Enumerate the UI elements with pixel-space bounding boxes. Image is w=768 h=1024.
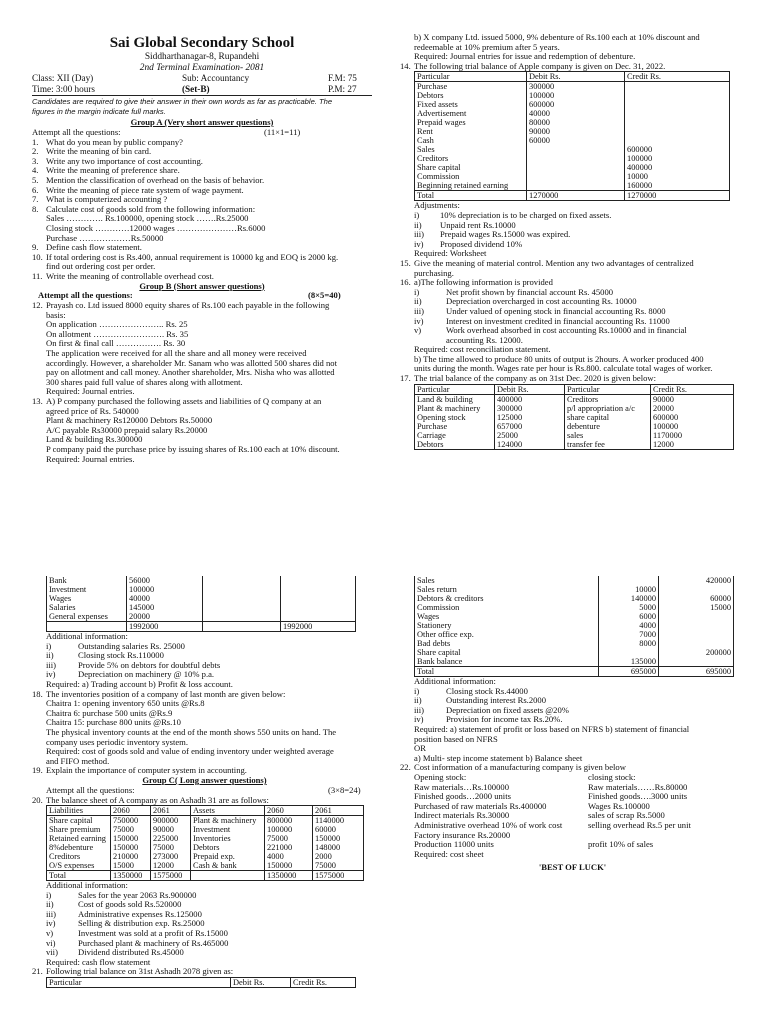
question-item: 11. Write the meaning of controllable overhead cost. — [32, 271, 214, 281]
best-of-luck: 'BEST OF LUCK' — [538, 862, 607, 873]
question-item: 7. What is computerized accounting ? — [32, 195, 168, 205]
additional-item: iv) Selling & distribution exp. Rs.25000 — [46, 919, 205, 929]
question-item: 2. Write the meaning of bin card. — [32, 147, 152, 157]
group-c-attempt-row — [32, 786, 377, 796]
additional-item: i) Sales for the year 2063 Rs.900000 — [46, 890, 197, 900]
group-c-heading: Group C( Long answer questions) — [142, 774, 267, 785]
top-right-column: b) X company Ltd. issued 5000, 9% debenture of Rs.100 each at 10% discount and redeemable at 10% premium after 5 years. Required: Journal entries for issue and redemption of debenture. 14. The following trial balance of Apple company is given on Dec. 31, 2022. Particular Debit Rs. Credit Rs. Purchase 300000 Debtors 100000 Fixed assets 600000 Advertisement 40000 Prepaid wages 80000 Rent 90000 Cash 60000 Sales 600000 Creditors 100000 Share capital 400000 Commission 10000 Beginning retained earning 160000 Total 1270000 1270000 Adjustments: i) 10% depreciation is to be charged on fixed assets. ii) Unpaid rent Rs.10000 iii) Prepaid wages Rs.15000 was expired. iv) Proposed dividend 10% Required: Worksheet 15. Give the meaning of material control. Mention any two advantages of centralized purchasing. 16. a)The following information is provided i) Net profit shown by financial account Rs. 45000 ii) Depreciation overcharged in cost accounting Rs. 10000 iii) Under valued of opening stock in financial accounting Rs. 8000 iv) Interest on investment credited in financial accounting Rs. 11000 v) Work overhead absorbed in cost accounting Rs.10000 and in financial accounting Rs. 12000. Required: cost reconciliation statement. b) The time allowed to produce 80 units of output is 2hours. A worker produced 400 units during the month. Wages rate per hour is Rs.800. calculate total wages of worker. 17. The trial balance of the company as on 31st Dec. 2020 is given below: Particular Debit Rs. Particular Credit Rs. Land & building 400000 Creditors 90000 Plant & machinery 300000 p/l appropriation a/c 20000 Opening stock 125000 share capital 600000 Purchase 657000 debenture 100000 Carriage 25000 sales 1170000 Debtors 124000 transfer fee 12000 — [400, 33, 745, 450]
adjustment-item: i) 10% depreciation is to be charged on fixed assets. — [414, 210, 612, 220]
instructions-line-2: figures in the margin indicate full marks. — [32, 107, 166, 116]
question-14: 14. The following trial balance of Apple company is given on Dec. 31, 2022. — [400, 61, 666, 71]
time-label: Time: 3:00 hours — [32, 84, 95, 94]
school-address: Siddharthanagar-8, Rupandehi — [144, 52, 260, 62]
question-18: 18. The inventories position of a company of last month are given below: — [32, 689, 286, 699]
adjustment-item: ii) Unpaid rent Rs.10000 — [414, 220, 516, 230]
pass-marks: P.M: 27 — [328, 84, 357, 94]
additional-item: ii) Closing stock Rs.110000 — [46, 651, 164, 661]
time-row — [32, 85, 372, 96]
instructions-line-1: Candidates are required to give their answer in their own words as far as practicable. The — [32, 97, 333, 106]
question-item: 5. Mention the classification of overhead on the basis of behavior. — [32, 175, 265, 185]
question-20: 20. The balance sheet of A company as on Ashadh 31 are as follows: — [32, 795, 269, 805]
additional-item: ii) Cost of goods sold Rs.520000 — [46, 900, 182, 910]
question-item: 1. What do you mean by public company? — [32, 137, 183, 147]
question-12: 12. Prayash co. Ltd issued 8000 equity shares of Rs.100 each payable in the following basis: On application ………………….. Rs. 25 On allotment ……………………. Rs. 35 On first & final call ……………. Rs. 30 The application were received for all the share and all money were received accordingly. However, a shareholder Mr. Sanam who was allotted 500 shares did not pay on allotment and call money. Another shareholder, Mrs. Nisha who was allotted 300 shares paid full value of shares along with allotment. Required: Journal entries. — [32, 301, 337, 397]
exam-name: 2nd Terminal Examination- 2081 — [139, 63, 265, 73]
additional-item: iv) Provision for income tax Rs.20%. — [414, 715, 563, 725]
q22-left-list: Opening stock: Raw materials…Rs.100000 Finished goods…2000 units Purchased of raw materials Rs.400000 Indirect materials Rs.30000 Administrative overhead 10% of work cost Factory insurance Rs.20000 Production 11000 units Required: cost sheet — [414, 772, 563, 859]
q17-continued-table: Bank 56000 Investment 100000 Wages 40000 Salaries 145000 General expenses 20000 1992000 1992000 — [46, 576, 356, 632]
question-21: 21. Following trial balance on 31st Ashadh 2078 given as: — [32, 967, 234, 977]
question-item: 8. Calculate cost of goods sold from the following information: — [32, 204, 256, 214]
q8-line: Closing stock …………12000 wages …………………Rs.6000 — [46, 223, 266, 233]
question-17: 17. The trial balance of the company as on 31st Dec. 2020 is given below: — [400, 374, 656, 384]
q22-details — [400, 773, 745, 859]
adjustment-item: iii) Prepaid wages Rs.15000 was expired. — [414, 230, 571, 240]
q20-required: Required: cash flow statement — [46, 957, 151, 967]
q16-item: iii) Under valued of opening stock in financial accounting Rs. 8000 — [414, 306, 666, 316]
q14-trial-balance-table: Particular Debit Rs. Credit Rs. Purchase 300000 Debtors 100000 Fixed assets 600000 Advertisement 40000 Prepaid wages 80000 Rent 90000 Cash 60000 Sales 600000 Creditors 100000 Share capital 400000 Commission 10000 Beginning retained earning 160000 Total 1270000 1270000 — [414, 71, 730, 201]
q21-trial-balance-table: Sales 420000 Sales return 10000 Debtors & creditors 140000 60000 Commission 5000 15000 Wages 6000 Stationery 4000 Other office exp. 7000 Bad debts 8000 Share capital 200000 Bank balance 135000 Total 695000 695000 — [414, 576, 734, 677]
group-b-marks: (8×5=40) — [308, 290, 341, 301]
q13b-line: b) X company Ltd. issued 5000, 9% debenture of Rs.100 each at 10% discount and — [414, 33, 700, 42]
q17-additional-title: Additional information: — [46, 632, 128, 641]
question-22: 22. Cost information of a manufacturing company is given below — [400, 763, 626, 773]
additional-item: iv) Depreciation on machinery @ 10% p.a. — [46, 670, 215, 680]
group-a-questions — [32, 138, 372, 282]
q8-line: Purchase ………………Rs.50000 — [46, 233, 164, 243]
group-c-attempt: Attempt all the questions: — [46, 784, 135, 795]
group-a-heading: Group A (Very short answer questions) — [130, 117, 274, 127]
question-item: 4. Write the meaning of preference share. — [32, 166, 180, 176]
question-16: 16. a)The following information is provided — [400, 278, 553, 288]
additional-item: i) Closing stock Rs.44000 — [414, 686, 528, 696]
question-19: 19. Explain the importance of computer system in accounting. — [32, 766, 247, 776]
additional-item: v) Investment was sold at a profit of Rs.15000 — [46, 929, 228, 939]
q21-table-header: Particular Debit Rs. Credit Rs. — [46, 977, 356, 988]
question-item: 6. Write the meaning of piece rate system of wage payment. — [32, 185, 244, 195]
question-item: 3. Write any two importance of cost accounting. — [32, 156, 203, 166]
group-b-attempt: Attempt all the questions: — [38, 290, 133, 301]
group-a-marks: (11×1=11) — [264, 126, 301, 137]
q20-additional-title: Additional information: — [46, 881, 128, 891]
question-item: find out ordering cost per order. — [46, 262, 156, 272]
q16-item: v) Work overhead absorbed in cost accounting Rs.10000 and in financial — [414, 326, 687, 336]
q14-required: Required: Worksheet — [414, 249, 487, 259]
q14-adjustments-title: Adjustments: — [414, 201, 460, 211]
question-item: 10. If total ordering cost is Rs.400, annual requirement is 10000 kg and EOQ is 2000 kg. — [32, 252, 339, 262]
q17-required: Required: a) Trading account b) Profit & loss account. — [46, 679, 233, 689]
q22-right-list: closing stock: Raw materials……Rs.80000 Finished goods….3000 units Wages Rs.100000 sales of scrap Rs.5000 selling overhead Rs.5 per unit profit 10% of sales — [588, 772, 691, 850]
question-item: 9. Define cash flow statement. — [32, 243, 142, 253]
full-marks: F.M: 75 — [328, 73, 357, 83]
q16-item: ii) Depreciation overcharged in cost accounting Rs. 10000 — [414, 297, 637, 307]
additional-item: iii) Administrative expenses Rs.125000 — [46, 909, 202, 919]
additional-item: iii) Provide 5% on debtors for doubtful debts — [46, 660, 221, 670]
q17-trial-balance-table: Particular Debit Rs. Particular Credit Rs. Land & building 400000 Creditors 90000 Plant & machinery 300000 p/l appropriation a/c 20000 Opening stock 125000 share capital 600000 Purchase 657000 debenture 100000 Carriage 25000 sales 1170000 Debtors 124000 transfer fee 12000 — [414, 384, 734, 450]
q8-line: Sales …………. Rs.100000, opening stock …….Rs.25000 — [46, 214, 249, 224]
group-c-marks: (3×8=24) — [328, 784, 361, 795]
q21-additional-title: Additional information: — [414, 677, 496, 686]
group-a-attempt: Attempt all the questions: — [32, 126, 121, 137]
q16-item: iv) Interest on investment credited in financial accounting Rs. 11000 — [414, 316, 670, 326]
additional-item: iii) Depreciation on fixed assets @20% — [414, 705, 569, 715]
bottom-left-column: Bank 56000 Investment 100000 Wages 40000 Salaries 145000 General expenses 20000 1992000 1992000 Additional information: i) Outstanding salaries Rs. 25000 ii) Closing stock Rs.110000 iii) Provide 5% on debtors for doubtful debts iv) Depreciation on machinery @ 10% p.a. Required: a) Trading account b) Profit & loss account. 18. The inventories position of a company of last month are given below: Chaitra 1: opening inventory 650 units @Rs.8 Chaitra 6: purchase 500 units @Rs.9 Chaitra 15: purchase 800 units @Rs.10 The physical inventory counts at the end of the month shows 550 units on hand. The company uses periodic inventory system. Required: cost of goods sold and value of ending inventory under weighted average and FIFO method. 19. Explain the importance of computer system in accounting. Group C( Long answer questions) Attempt all the questions: (3×8=24) 20. The balance sheet of A company as on Ashadh 31 are as follows: Liabilities 2060 2061 Assets 2060 2061 Share capital 750000 900000 Plant & machinery 800000 1140000 Share premium 75000 90000 Investment 100000 60000 Retained earning 150000 225000 Inventories 75000 150000 8%debenture 150000 75000 Debtors 221000 148000 Creditors 210000 273000 Prepaid exp. 4000 2000 O/S expenses 15000 12000 Cash & bank 150000 75000 Total 1350000 1575000 1350000 1575000 Additional information: i) Sales for the year 2063 Rs.900000 ii) Cost of goods sold Rs.520000 iii) Administrative expenses Rs.125000 iv) Selling & distribution exp. Rs.25000 v) Investment was sold at a profit of Rs.15000 vi) Purchased plant & machinery of Rs.465000 vii) Dividend distributed Rs.45000 Required: cash flow statement 21. Following trial balance on 31st Ashadh 2078 given as: Particular Debit Rs. Credit Rs. — [32, 576, 377, 988]
group-b-heading: Group B (Short answer questions) — [139, 280, 265, 291]
top-left-column — [32, 34, 372, 464]
additional-item: vii) Dividend distributed Rs.45000 — [46, 948, 184, 958]
q16-item: accounting Rs. 12000. — [446, 335, 523, 345]
q13b-line: Required: Journal entries for issue and redemption of debenture. — [414, 52, 636, 62]
subject-label: Sub: Accountancy — [182, 73, 250, 83]
school-name: Sai Global Secondary School — [109, 35, 295, 51]
group-b-attempt-row — [32, 291, 372, 301]
additional-item: vi) Purchased plant & machinery of Rs.465000 — [46, 938, 229, 948]
q13b-line: redeemable at 10% premium after 5 years. — [414, 42, 560, 52]
class-label: Class: XII (Day) — [32, 73, 94, 83]
adjustment-item: iv) Proposed dividend 10% — [414, 239, 523, 249]
q16-item: i) Net profit shown by financial account Rs. 45000 — [414, 287, 614, 297]
question-13: 13. A) P company purchased the following assets and liabilities of Q company at an agreed price of Rs. 540000 Plant & machinery Rs120000 Debtors Rs.50000 A/C payable Rs30000 prepaid salary Rs.20000 Land & building Rs.300000 P company paid the purchase price by issuing shares of Rs.100 each at 10% discount. Required: Journal entries. — [32, 397, 340, 464]
q20-balance-sheet-table: Liabilities 2060 2061 Assets 2060 2061 Share capital 750000 900000 Plant & machinery 800000 1140000 Share premium 75000 90000 Investment 100000 60000 Retained earning 150000 225000 Inventories 75000 150000 8%debenture 150000 75000 Debtors 221000 148000 Creditors 210000 273000 Prepaid exp. 4000 2000 O/S expenses 15000 12000 Cash & bank 150000 75000 Total 1350000 1575000 1350000 1575000 — [46, 805, 364, 881]
additional-item: i) Outstanding salaries Rs. 25000 — [46, 641, 185, 651]
group-a-attempt-row — [32, 128, 372, 138]
question-15: 15. Give the meaning of material control. Mention any two advantages of centralized — [400, 258, 694, 268]
bottom-right-column: Sales 420000 Sales return 10000 Debtors & creditors 140000 60000 Commission 5000 15000 Wages 6000 Stationery 4000 Other office exp. 7000 Bad debts 8000 Share capital 200000 Bank balance 135000 Total 695000 695000 Additional information: i) Closing stock Rs.44000 ii) Outstanding interest Rs.2000 iii) Depreciation on fixed assets @20% iv) Provision for income tax Rs.20%. Required: a) statement of profit or loss based on NFRS b) statement of financial position based on NFRS OR a) Multi- step income statement b) Balance sheet 22. Cost information of a manufacturing company is given below Opening stock: Raw materials…Rs.100000 Finished goods…2000 units Purchased of raw materials Rs.400000 Indirect materials Rs.30000 Administrative overhead 10% of work cost Factory insurance Rs.20000 Production 11000 units Required: cost sheet closing stock: Raw materials……Rs.80000 Finished goods….3000 units Wages Rs.100000 sales of scrap Rs.5000 selling overhead Rs.5 per unit profit 10% of sales 'BEST OF LUCK' — [400, 576, 745, 873]
additional-item: ii) Outstanding interest Rs.2000 — [414, 696, 547, 706]
set-label: (Set-B) — [182, 84, 210, 94]
